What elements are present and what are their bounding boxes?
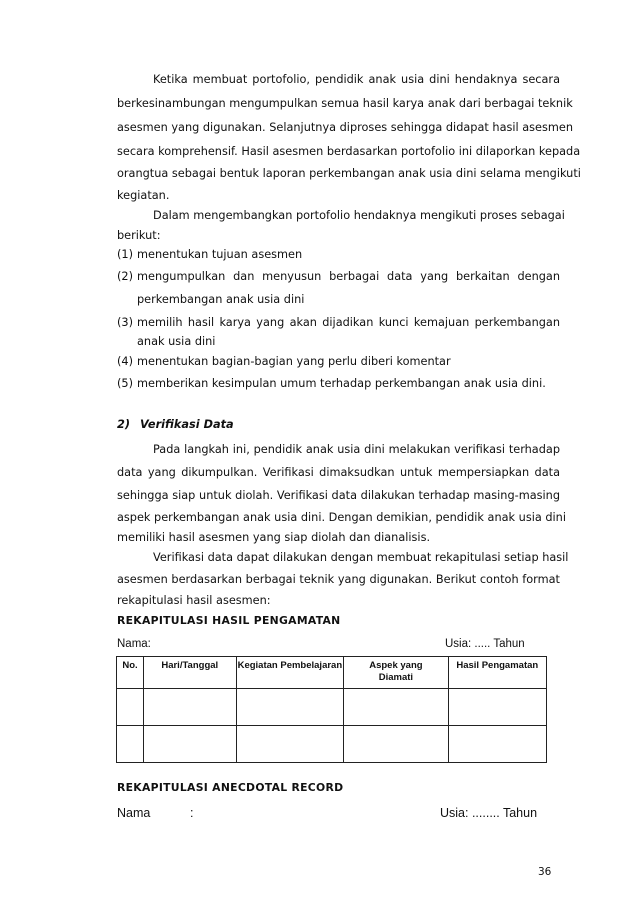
para1-line-4: secara komprehensif. Hasil asesmen berdasarkan portofolio ini dilaporkan kepada — [117, 145, 581, 158]
step-2-number: (2) — [117, 270, 134, 283]
table-cell[interactable] — [236, 689, 344, 726]
step-2-text-1: mengumpulkan dan menyusun berbagai data yang berkaitan dengan — [137, 270, 560, 283]
step-1-text: menentukan tujuan asesmen — [137, 248, 303, 261]
para1-line-5: orangtua sebagai bentuk laporan perkembangan anak usia dini selama mengikuti — [117, 167, 581, 180]
para1-line-2: berkesinambungan mengumpulkan semua hasil karya anak dari berbagai teknik — [117, 97, 573, 110]
para3-line-1: Pada langkah ini, pendidik anak usia dini melakukan verifikasi terhadap — [153, 443, 560, 456]
table-header-row — [117, 657, 547, 689]
table-row — [117, 726, 547, 763]
step-4-number: (4) — [117, 355, 134, 368]
table-cell[interactable] — [144, 726, 237, 763]
table-row — [117, 689, 547, 726]
para1-line-6: kegiatan. — [117, 189, 170, 202]
para4-line-1: Verifikasi data dapat dilakukan dengan membuat rekapitulasi setiap hasil — [153, 551, 569, 564]
para4-line-3: rekapitulasi hasil asesmen: — [117, 594, 271, 607]
header-hari-tanggal: Hari/Tanggal — [144, 657, 237, 689]
para2-line-2: berikut: — [117, 229, 161, 242]
step-3-text-1: memilih hasil karya yang akan dijadikan kunci kemajuan perkembangan — [137, 316, 560, 329]
para3-line-3: sehingga siap untuk diolah. Verifikasi data dilakukan terhadap masing-masing — [117, 489, 560, 502]
header-hasil: Hasil Pengamatan — [448, 657, 546, 689]
step-3-text-2: anak usia dini — [137, 335, 216, 348]
table-cell[interactable] — [236, 726, 344, 763]
para3-line-2: data yang dikumpulkan. Verifikasi dimaksudkan untuk mempersiapkan data — [117, 466, 560, 479]
step-3-number: (3) — [117, 316, 134, 329]
section-title: Verifikasi Data — [140, 418, 234, 431]
step-2-text-2: perkembangan anak usia dini — [137, 293, 305, 306]
step-5-text: memberikan kesimpulan umum terhadap perkembangan anak usia dini. — [137, 377, 546, 390]
header-no: No. — [117, 657, 144, 689]
para1-line-3: asesmen yang digunakan. Selanjutnya diproses sehingga didapat hasil asesmen — [117, 121, 574, 134]
para1-line-1: Ketika membuat portofolio, pendidik anak usia dini hendaknya secara — [153, 73, 560, 86]
rekap2-nama-label: Nama — [117, 806, 151, 820]
rekap2-usia-label: Usia: ........ Tahun — [440, 806, 538, 820]
step-5-number: (5) — [117, 377, 134, 390]
header-kegiatan: Kegiatan Pembelajaran — [236, 657, 344, 689]
para3-line-4: aspek perkembangan anak usia dini. Dengan demikian, pendidik anak usia dini — [117, 511, 566, 524]
rekap2-title: REKAPITULASI ANECDOTAL RECORD — [117, 781, 344, 794]
rekap1-title: REKAPITULASI HASIL PENGAMATAN — [117, 614, 341, 627]
table-cell[interactable] — [448, 726, 546, 763]
section-number: 2) — [117, 418, 131, 431]
rekap1-nama-label: Nama: — [117, 638, 151, 650]
step-1-number: (1) — [117, 248, 134, 261]
table-cell[interactable] — [117, 689, 144, 726]
table-cell[interactable] — [117, 726, 144, 763]
para2-line-1: Dalam mengembangkan portofolio hendaknya mengikuti proses sebagai — [153, 209, 565, 222]
step-4-text: menentukan bagian-bagian yang perlu diberi komentar — [137, 355, 451, 368]
page-number: 36 — [538, 866, 552, 878]
rekap1-usia-label: Usia: ..... Tahun — [445, 638, 525, 650]
rekap2-colon: : — [190, 806, 194, 820]
table-cell[interactable] — [144, 689, 237, 726]
para3-line-5: memiliki hasil asesmen yang siap diolah dan dianalisis. — [117, 531, 431, 544]
table-cell[interactable] — [344, 726, 448, 763]
rekap1-table — [116, 656, 547, 763]
header-aspek: Aspek yang Diamati — [344, 657, 448, 689]
para4-line-2: asesmen berdasarkan berbagai teknik yang digunakan. Berikut contoh format — [117, 573, 560, 586]
table-cell[interactable] — [344, 689, 448, 726]
table-cell[interactable] — [448, 689, 546, 726]
